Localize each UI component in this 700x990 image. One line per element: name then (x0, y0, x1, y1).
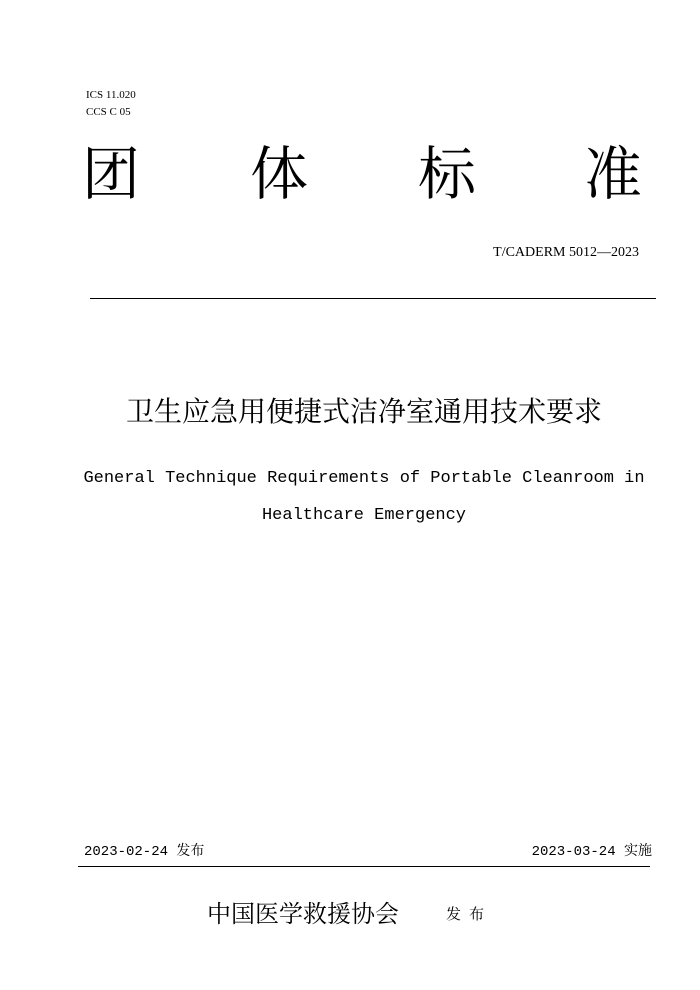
standard-number: T/CADERM 5012—2023 (493, 245, 639, 260)
publish-date: 2023-02-24 发布 (84, 844, 205, 860)
ccs-code: CCS C 05 (86, 106, 131, 118)
top-divider (90, 298, 656, 299)
heading-char-1: 团 (82, 140, 141, 208)
title-chinese: 卫生应急用便捷式洁净室通用技术要求 (125, 395, 602, 428)
title-english-line-1: General Technique Requirements of Portable Cleanroom in (83, 469, 645, 488)
heading-char-2: 体 (250, 140, 309, 208)
bottom-divider (78, 866, 650, 867)
issuer-name: 中国医学救援协会 (207, 900, 399, 928)
heading-char-3: 标 (418, 140, 477, 208)
ics-code: ICS 11.020 (86, 89, 136, 101)
heading-char-4: 准 (584, 140, 643, 208)
issue-label: 发布 (446, 905, 493, 923)
implementation-date: 2023-03-24 实施 (531, 844, 652, 860)
title-english-line-2: Healthcare Emergency (261, 506, 467, 525)
